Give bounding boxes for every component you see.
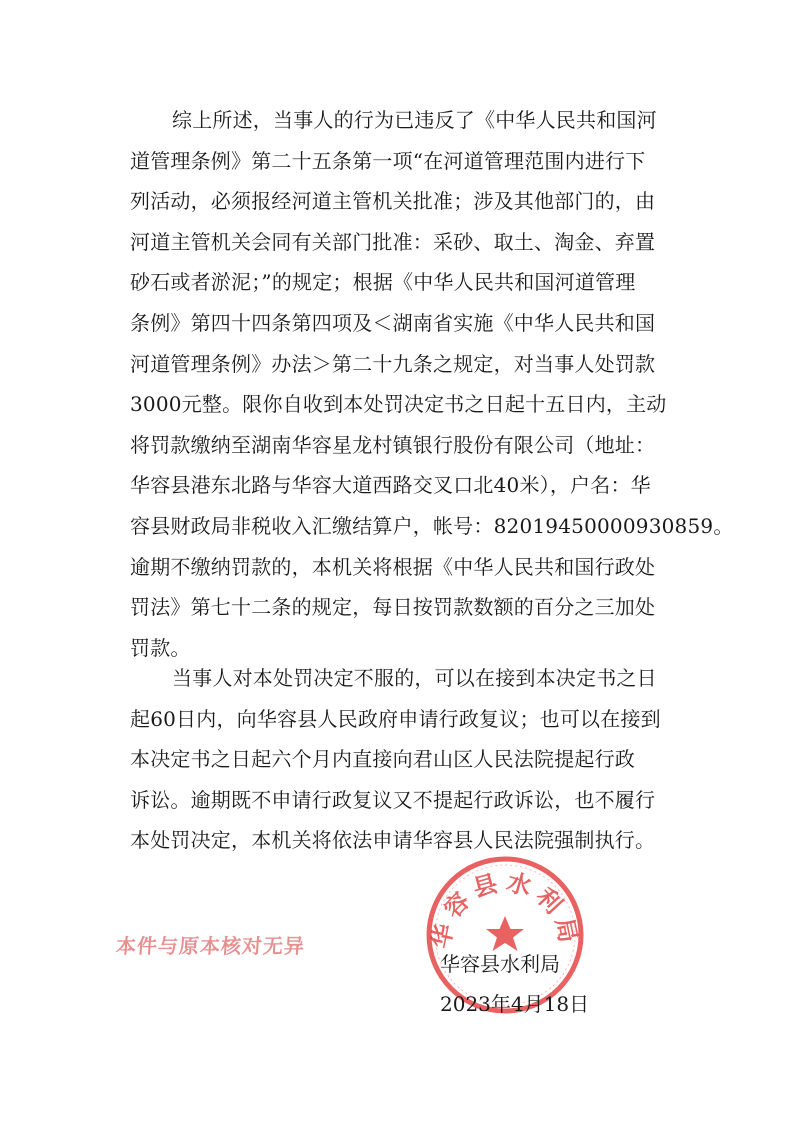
- paragraph-line: 逾期不缴纳罚款的，本机关将根据《中华人民共和国行政处: [130, 554, 656, 579]
- paragraph-line: 道管理条例》第二十五条第一项“在河道管理范围内进行下: [130, 148, 646, 173]
- signing-date: 2023年4月18日: [440, 992, 590, 1016]
- signing-organization: 华容县水利局: [440, 952, 560, 976]
- paragraph-line: 诉讼。逾期既不申请行政复议又不提起行政诉讼，也不履行: [130, 787, 656, 812]
- paragraph-line: 河道管理条例》办法＞第二十九条之规定，对当事人处罚款: [130, 351, 656, 376]
- paragraph-line: 将罚款缴纳至湖南华容星龙村镇银行股份有限公司（地址：: [130, 432, 656, 457]
- paragraph-line: 罚法》第七十二条的规定，每日按罚款数额的百分之三加处: [130, 595, 656, 620]
- paragraph-line: 条例》第四十四条第四项及＜湖南省实施《中华人民共和国: [130, 310, 656, 335]
- paragraph-line: 华容县港东北路与华容大道西路交叉口北40米），户名：华: [130, 473, 651, 498]
- paragraph-line: 罚款。: [130, 635, 191, 660]
- certification-stamp: 本件与原本核对无异: [115, 934, 306, 958]
- paragraph-line: 综上所述，当事人的行为已违反了《中华人民共和国河: [172, 108, 657, 132]
- paragraph-appeal-rights: [130, 658, 690, 861]
- paragraph-line: 河道主管机关会同有关部门批准：采砂、取土、淘金、弃置: [130, 229, 656, 254]
- seal-text: 华容县水利局: [426, 867, 584, 951]
- paragraph-line: 列活动，必须报经河道主管机关批准；涉及其他部门的，由: [130, 189, 656, 214]
- paragraph-line: 本处罚决定，本机关将依法申请华容县人民法院强制执行。: [130, 828, 656, 853]
- paragraph-line: 3000元整。限你自收到本处罚决定书之日起十五日内，主动: [130, 392, 667, 417]
- paragraph-line: 容县财政局非税收入汇缴结算户，帐号：82019450000930859。: [130, 513, 734, 538]
- paragraph-line: 当事人对本处罚决定不服的，可以在接到本决定书之日: [172, 666, 657, 690]
- paragraph-line: 本决定书之日起六个月内直接向君山区人民法院提起行政: [130, 747, 635, 772]
- paragraph-penalty-decision: [130, 100, 734, 668]
- paragraph-line: 砂石或者淤泥；”的规定；根据《中华人民共和国河道管理: [130, 270, 636, 295]
- paragraph-line: 起60日内，向华容县人民政府申请行政复议；也可以在接到: [130, 706, 661, 731]
